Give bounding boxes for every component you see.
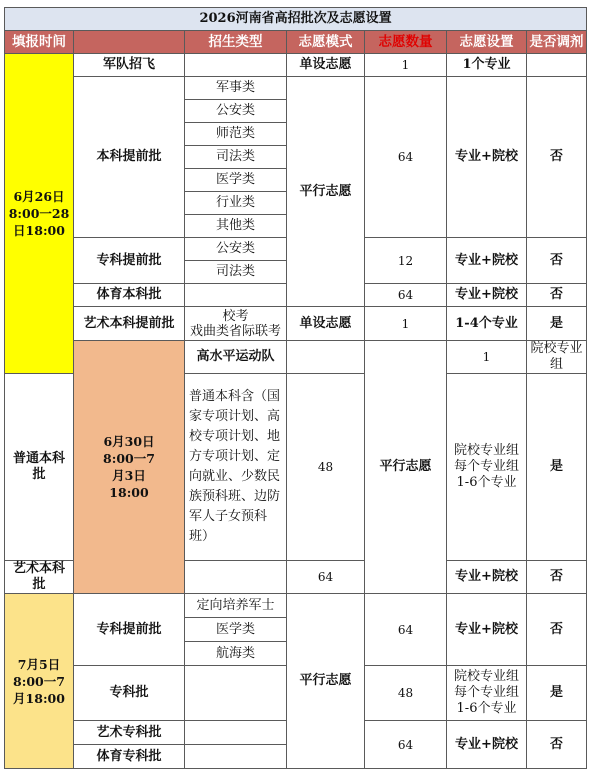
setting-zktq2: 专业+院校 (447, 594, 527, 666)
period-3-time: 7月5日 8:00一7 月18:00 (5, 594, 74, 769)
batch-zktq2: 专科提前批 (74, 594, 185, 666)
type-gongan: 公安类 (185, 100, 287, 123)
mode-ysbktq: 单设志愿 (287, 307, 365, 341)
setting-jdzf: 1个专业 (447, 54, 527, 77)
count-tyzk: 64 (365, 721, 447, 769)
batch-tyzk: 体育专科批 (74, 745, 185, 769)
type-empty (185, 745, 287, 769)
mode-jdzf: 单设志愿 (287, 54, 365, 77)
setting-tyzk: 专业+院校 (447, 721, 527, 769)
type-empty (185, 666, 287, 721)
header-setting: 志愿设置 (447, 31, 527, 54)
type-yixue: 医学类 (185, 169, 287, 192)
mode-parallel-1: 平行志愿 (287, 77, 365, 307)
type-dingxiang: 定向培养军士 (185, 594, 287, 618)
batch-jdzf: 军队招飞 (74, 54, 185, 77)
adjust-tybk: 否 (527, 284, 587, 307)
type-shifan: 师范类 (185, 123, 287, 146)
batch-bktq: 本科提前批 (74, 77, 185, 238)
batch-gsp: 高水平运动队 (185, 341, 287, 374)
table-title: 2026河南省高招批次及志愿设置 (5, 8, 587, 31)
count-ysbk: 64 (287, 561, 365, 594)
setting-ptbk: 院校专业组 每个专业组 1-6个专业 (447, 374, 527, 561)
setting-bktq: 专业+院校 (447, 77, 527, 238)
type-empty (287, 341, 365, 374)
batch-tybk: 体育本科批 (74, 284, 185, 307)
type-empty (185, 721, 287, 745)
count-tybk: 64 (365, 284, 447, 307)
period-2-time: 6月30日 8:00一7 月3日 18:00 (74, 341, 185, 594)
adjust-ptbk: 是 (527, 374, 587, 561)
batch-zk: 专科批 (74, 666, 185, 721)
setting-zktq1: 专业+院校 (447, 238, 527, 284)
header-mode: 志愿模式 (287, 31, 365, 54)
period-1-time: 6月26日 8:00一28 日18:00 (5, 54, 74, 374)
batch-yszk: 艺术专科批 (74, 721, 185, 745)
count-gsp: 1 (447, 341, 527, 374)
adjust-ysbk: 否 (527, 561, 587, 594)
header-adjust: 是否调剂 (527, 31, 587, 54)
setting-zk: 院校专业组 每个专业组 1-6个专业 (447, 666, 527, 721)
type-yixue-zk: 医学类 (185, 618, 287, 642)
count-ptbk: 48 (287, 374, 365, 561)
setting-gsp: 院校专业组 (527, 341, 587, 374)
adjust-bktq: 否 (527, 77, 587, 238)
type-gongan-zk: 公安类 (185, 238, 287, 261)
type-hangye: 行业类 (185, 192, 287, 215)
count-zk: 48 (365, 666, 447, 721)
adjust-zktq1: 否 (527, 238, 587, 284)
type-ysbktq: 校考 戏曲类省际联考 (185, 307, 287, 341)
adjust-ysbktq: 是 (527, 307, 587, 341)
type-empty (185, 284, 287, 307)
type-junshi: 军事类 (185, 77, 287, 100)
type-sifa-zk: 司法类 (185, 261, 287, 284)
setting-ysbktq: 1-4个专业 (447, 307, 527, 341)
type-sifa: 司法类 (185, 146, 287, 169)
adjust-zktq2: 否 (527, 594, 587, 666)
type-empty (185, 561, 287, 594)
type-hanghai: 航海类 (185, 642, 287, 666)
header-blank (74, 31, 185, 54)
admission-table (4, 7, 587, 769)
adjust-zk: 是 (527, 666, 587, 721)
adjust-jdzf (527, 54, 587, 77)
setting-tybk: 专业+院校 (447, 284, 527, 307)
count-zktq2: 64 (365, 594, 447, 666)
count-zktq1: 12 (365, 238, 447, 284)
batch-zktq1: 专科提前批 (74, 238, 185, 284)
header-count: 志愿数量 (365, 31, 447, 54)
mode-parallel-3: 平行志愿 (287, 594, 365, 769)
header-type: 招生类型 (185, 31, 287, 54)
batch-ptbk: 普通本科批 (5, 374, 74, 561)
batch-ysbktq: 艺术本科提前批 (74, 307, 185, 341)
mode-parallel-2: 平行志愿 (365, 341, 447, 594)
count-jdzf: 1 (365, 54, 447, 77)
count-bktq: 64 (365, 77, 447, 238)
setting-ysbk: 专业+院校 (447, 561, 527, 594)
type-empty (185, 54, 287, 77)
type-qita: 其他类 (185, 215, 287, 238)
type-ptbk: 普通本科含（国家专项计划、高校专项计划、地方专项计划、定向就业、少数民族预科班、边防军人子女预科班） (185, 374, 287, 561)
batch-ysbk: 艺术本科批 (5, 561, 74, 594)
count-ysbktq: 1 (365, 307, 447, 341)
adjust-tyzk: 否 (527, 721, 587, 769)
header-time: 填报时间 (5, 31, 74, 54)
